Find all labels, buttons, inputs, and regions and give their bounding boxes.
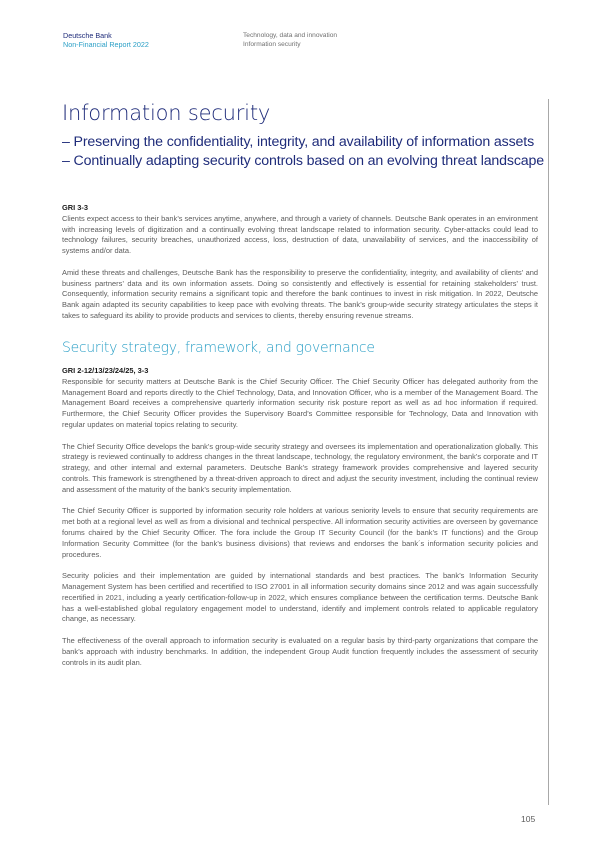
key-point: – Preserving the confidentiality, integrity, and availability of information assets [62,134,535,150]
paragraph: The Chief Security Officer is supported by information security role holders at various seniority levels to ensure that security requirements are met both at a regional level as well as from a divisional and technical perspective. All information security activities are overseen by governance forums chaired by the Chief Security Officer. The fora include the Group IT Security Council (for the bank’s IT functions) and the Group Information Security Committee (for the bank’s business divisions) that reviews and endorses the bank´s information security policies and procedures. [62,506,538,559]
brand-name: Deutsche Bank [63,31,112,40]
running-header-right [243,31,337,49]
key-points-list [62,133,544,170]
page-title: Information security [62,101,271,125]
paragraph: Clients expect access to their bank’s services anytime, anywhere, and through a variety of channels. Deutsche Bank operates in an environment with increasing levels of digitization and a continually evolving threat landscape related to information security. Cyber-attacks could lead to technology failures, security breaches, unauthorized access, loss, destruction of data, unavailability of services, and the inaccessibility of systems and/or data. [62,213,538,256]
paragraph: Responsible for security matters at Deutsche Bank is the Chief Security Officer. The Chief Security Officer has delegated authority from the Management Board and reports directly to the Chief Technology, Data, and Innovation Officer, who is a member of the Management Board. The Management Board receives a comprehensive quarterly information security risk posture report as well as ad hoc information if required. Furthermore, the Chief Security Officer provides the Supervisory Board’s Committee responsible for Technology, Data and Innovation with regular updates on material topics relating to security. [62,376,538,429]
section-name: Information security [243,41,301,48]
chapter-name: Technology, data and innovation [243,32,338,39]
paragraph: The Chief Security Office develops the bank’s group-wide security strategy and oversees its implementation and operationalization globally. This strategy is reviewed continually to address changes in the threat landscape, technology, the regulatory environment, the bank’s corporate and IT strategy, and other internal and external parameters. Deutsche Bank’s strategy framework provides comprehensive and layered security controls. This framework is strengthened by a threat-driven approach to direct and adjust the security investment, including the continual review and assessment of the maturity of the bank’s security implementation. [62,441,538,494]
paragraph: The effectiveness of the overall approach to information security is evaluated on a regular basis by third-party organizations that compare the bank’s approach with industry benchmarks. In addition, the independent Group Audit function frequently includes the assessment of security controls in its audit plan. [62,635,538,667]
section-heading: Security strategy, framework, and governance [62,340,375,356]
running-header-left [63,31,149,49]
margin-rule [548,99,549,805]
report-name: Non-Financial Report 2022 [63,40,149,49]
gri-reference: GRI 3-3 [62,203,89,212]
paragraph: Amid these threats and challenges, Deutsche Bank has the responsibility to preserve the confidentiality, integrity, and availability of clients’ and business partners’ data and its own information assets. Doing so consistently and effectively is essential for retaining stakeholders’ trust. Consequently, information security remains a significant topic and therefore the bank continues to invest in risk mitigation. In 2022, Deutsche Bank again adapted its security capabilities to keep pace with evolving threats. The bank’s group-wide security strategy articulates the steps it takes to safeguard its ability to provide products and services to clients, thereby ensuring revenue streams. [62,267,538,320]
gri-reference: GRI 2-12/13/23/24/25, 3-3 [62,366,149,375]
intro-section [62,203,538,333]
page-number: 105 [521,814,536,824]
paragraph: Security policies and their implementation are guided by international standards and best practices. The bank’s Information Security Management System has been certified and recertified to ISO 27001 in all information security domains since 2012 and was again successfully recertified in 2021, including a yearly certification-follow-up in 2022, which ensures compliance between the certification terms. Deutsche Bank has a well-established global regulatory engagement model to understand, identify and implement controls related to applicable regulatory change, as necessary. [62,571,538,624]
governance-section [62,366,538,679]
key-point: – Continually adapting security controls based on an evolving threat landscape [62,152,545,169]
